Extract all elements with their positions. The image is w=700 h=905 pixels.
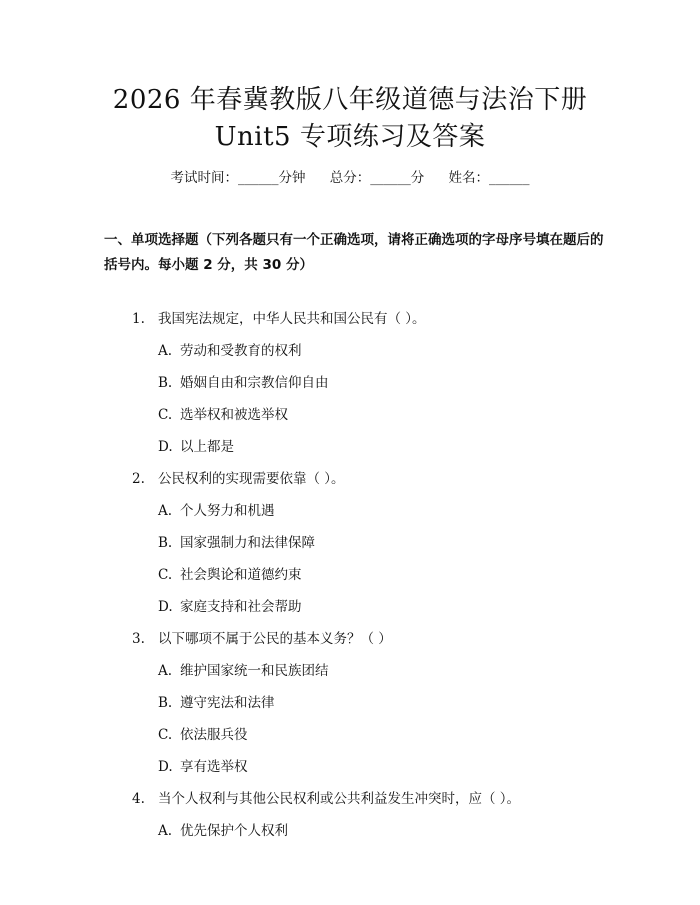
option-text: 遵守宪法和法律 [180, 695, 275, 711]
option-text: 个人努力和机遇 [180, 503, 275, 519]
option-text: 以上都是 [180, 439, 234, 455]
option-letter: A. [158, 343, 173, 359]
question-3-option-b [158, 694, 275, 712]
question-2-option-a [158, 502, 275, 520]
option-text: 劳动和受教育的权利 [180, 343, 302, 359]
option-letter: B. [158, 695, 173, 711]
exam-time-field: 考试时间：______分钟 [170, 170, 306, 186]
option-letter: A. [158, 823, 173, 839]
option-letter: A. [158, 503, 173, 519]
option-text: 优先保护个人权利 [180, 823, 288, 839]
question-3-option-d [158, 758, 248, 776]
question-text: 我国宪法规定，中华人民共和国公民有（ ）。 [158, 311, 426, 327]
option-letter: C. [158, 727, 173, 743]
option-letter: D. [158, 439, 173, 455]
question-1-option-c [158, 406, 288, 424]
question-4-option-a [158, 822, 288, 840]
question-4 [132, 790, 520, 808]
question-text: 以下哪项不属于公民的基本义务？（ ） [158, 631, 392, 647]
option-text: 家庭支持和社会帮助 [180, 599, 302, 615]
option-text: 选举权和被选举权 [180, 407, 288, 423]
option-text: 享有选举权 [180, 759, 248, 775]
option-letter: C. [158, 407, 173, 423]
question-1 [132, 310, 426, 328]
section-heading-single-choice: 一、单项选择题（下列各题只有一个正确选项，请将正确选项的字母序号填在题后的括号内。每小题 2 分，共 30 分） [104, 232, 604, 273]
option-text: 社会舆论和道德约束 [180, 567, 302, 583]
question-text: 公民权利的实现需要依靠（ ）。 [158, 471, 345, 487]
question-1-option-d [158, 438, 234, 456]
exam-name-field: 姓名：______ [448, 170, 530, 186]
option-text: 国家强制力和法律保障 [180, 535, 315, 551]
option-letter: D. [158, 759, 173, 775]
exam-meta [0, 169, 700, 187]
question-number: 1. [132, 311, 145, 327]
question-2-option-b [158, 534, 315, 552]
document-title-line-1: 2026 年春冀教版八年级道德与法治下册 [112, 85, 588, 115]
option-text: 维护国家统一和民族团结 [180, 663, 329, 679]
question-1-option-b [158, 374, 329, 392]
question-3-option-c [158, 726, 248, 744]
option-letter: B. [158, 375, 173, 391]
option-letter: A. [158, 663, 173, 679]
question-number: 4. [132, 791, 145, 807]
question-2 [132, 470, 345, 488]
option-letter: B. [158, 535, 173, 551]
question-3-option-a [158, 662, 329, 680]
question-3 [132, 630, 392, 648]
question-2-option-c [158, 566, 302, 584]
option-text: 依法服兵役 [180, 727, 248, 743]
option-letter: C. [158, 567, 173, 583]
question-2-option-d [158, 598, 302, 616]
option-letter: D. [158, 599, 173, 615]
question-number: 2. [132, 471, 145, 487]
question-1-option-a [158, 342, 302, 360]
option-text: 婚姻自由和宗教信仰自由 [180, 375, 329, 391]
exam-score-field: 总分：______分 [329, 170, 425, 186]
document-title-line-2: Unit5 专项练习及答案 [214, 122, 486, 152]
question-text: 当个人权利与其他公民权利或公共利益发生冲突时，应（ ）。 [158, 791, 521, 807]
question-number: 3. [132, 631, 145, 647]
